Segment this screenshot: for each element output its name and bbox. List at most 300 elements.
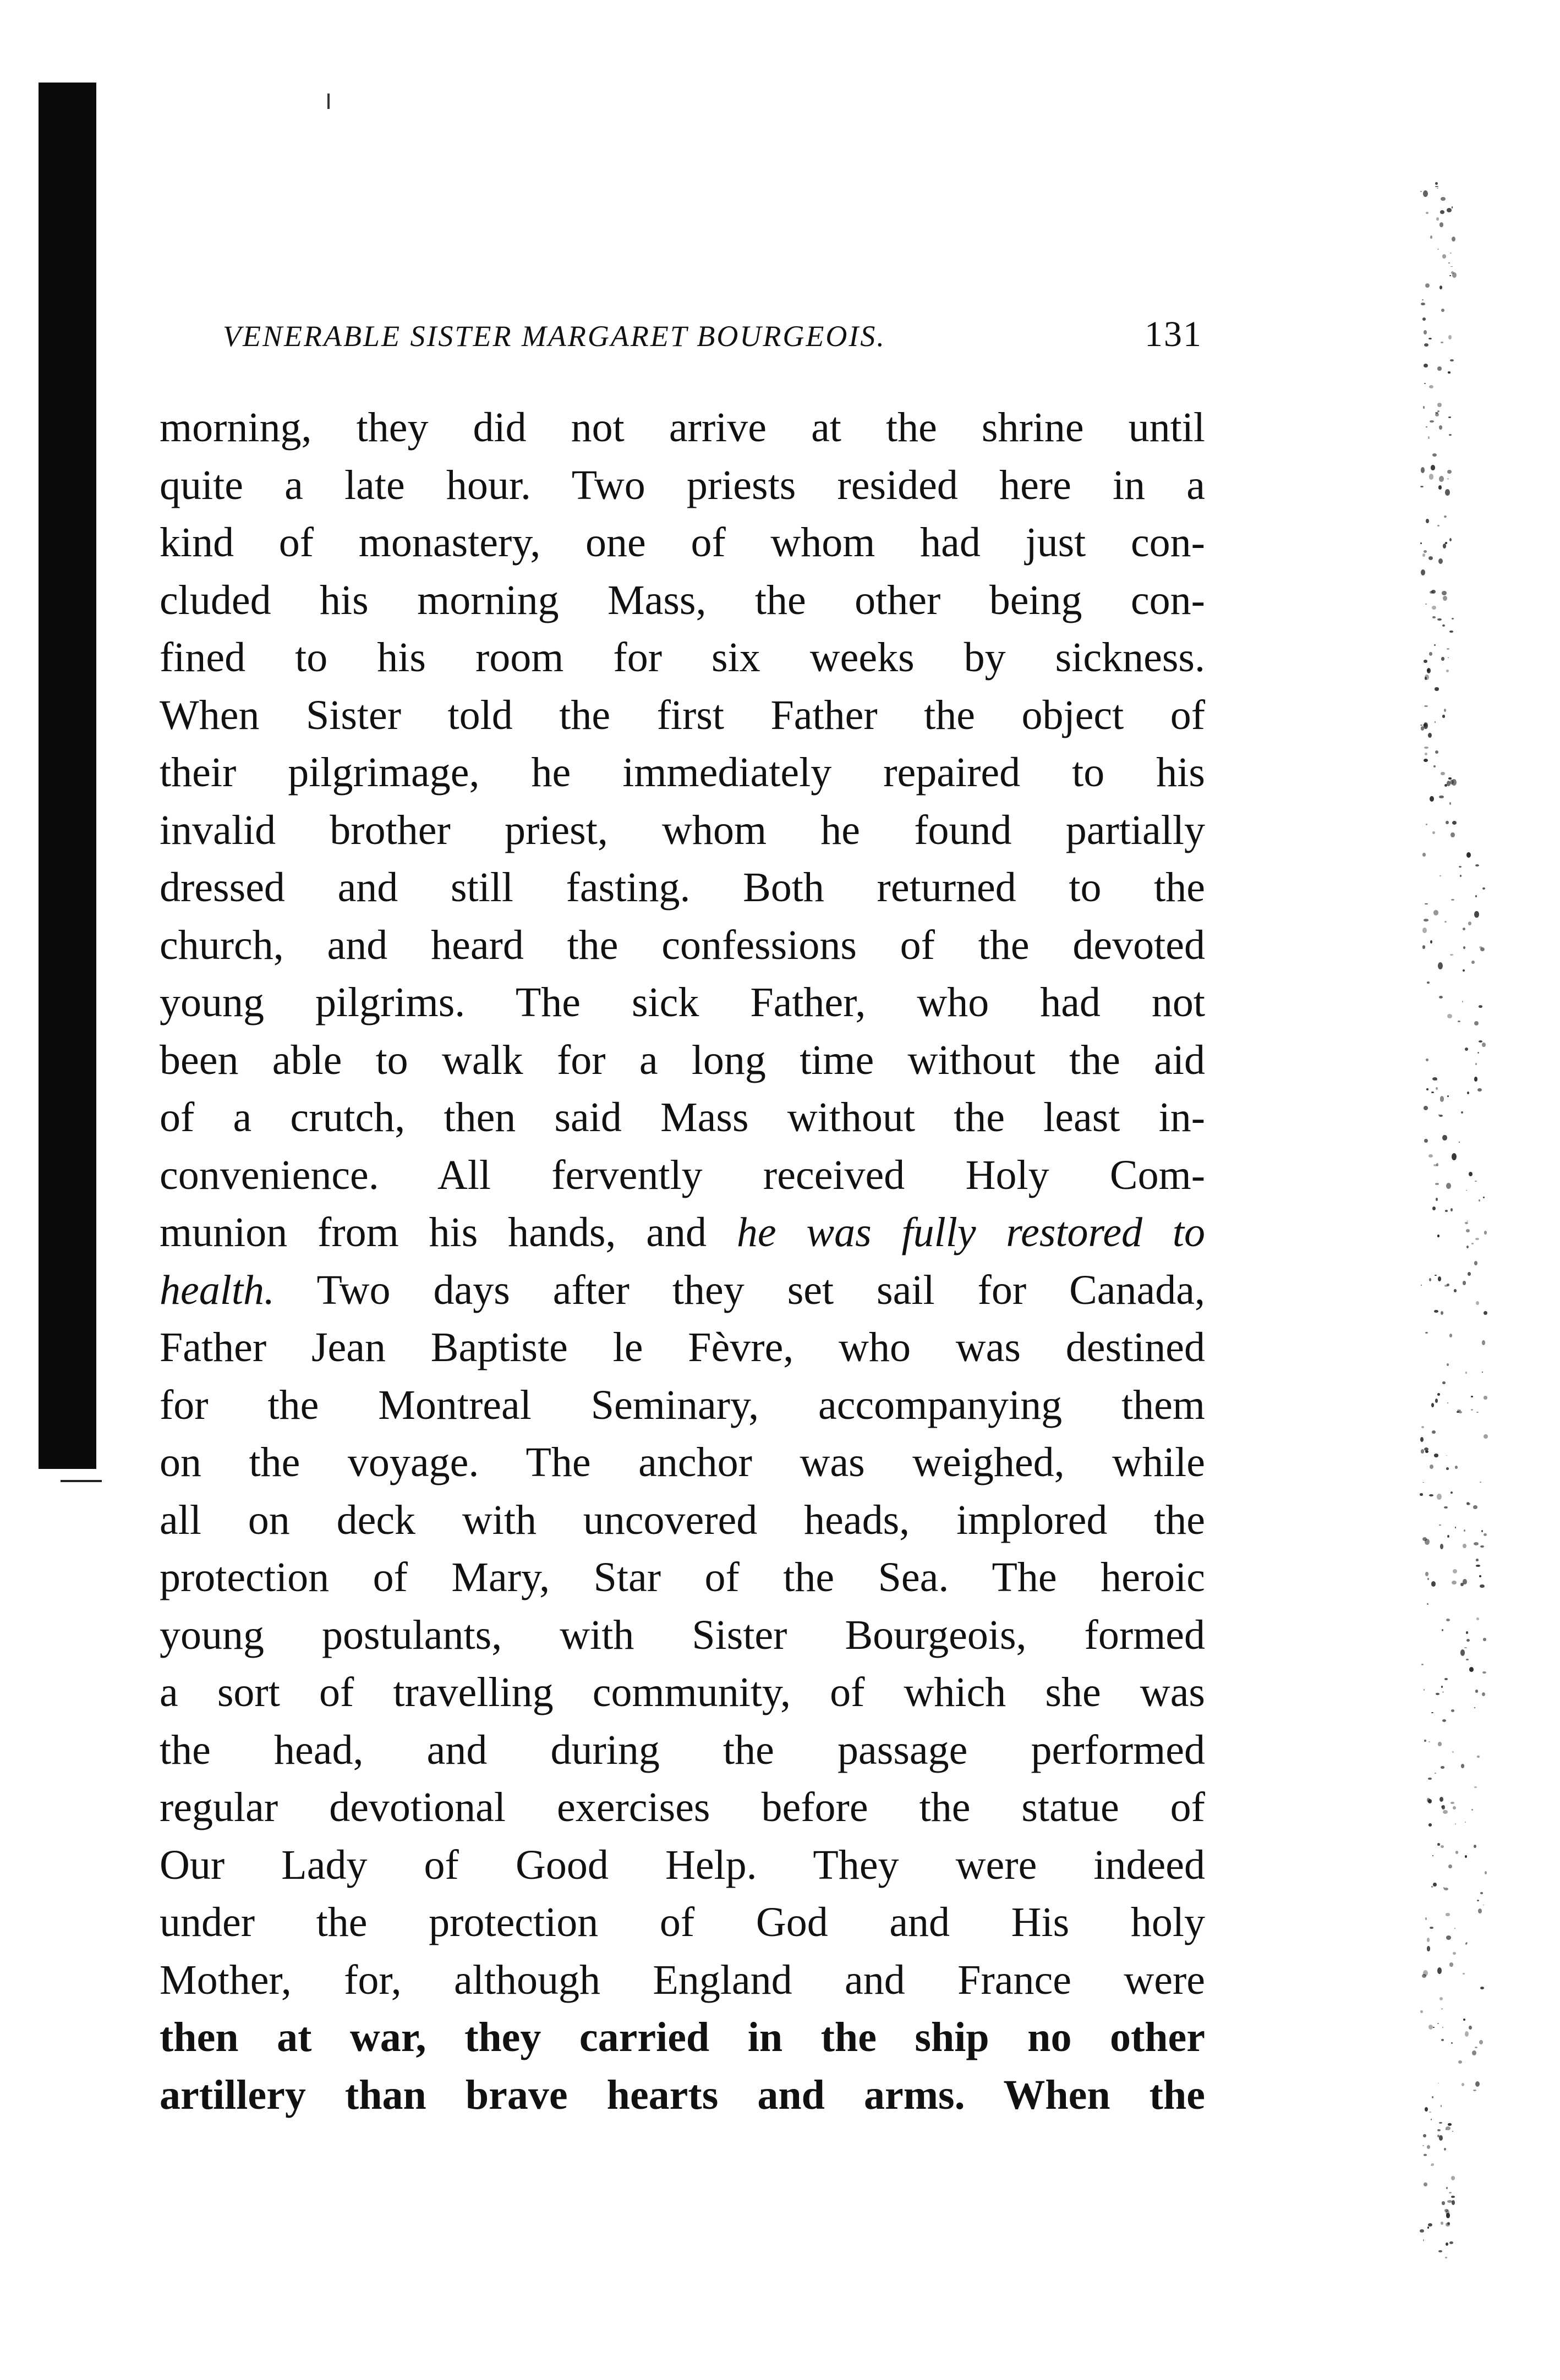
noise-speck — [1446, 1619, 1450, 1621]
noise-speck — [1439, 875, 1441, 877]
noise-speck — [1429, 1278, 1431, 1281]
text-line: dressed and still fasting. Both returned to the — [160, 864, 1205, 911]
noise-speck — [1453, 1806, 1456, 1810]
noise-speck — [1442, 1719, 1447, 1722]
text-line: convenience. All fervently received Holy Com- — [160, 1151, 1205, 1198]
noise-speck — [1427, 1603, 1428, 1605]
noise-speck — [1477, 1052, 1479, 1054]
noise-speck — [1432, 616, 1435, 618]
noise-speck — [1439, 1524, 1441, 1526]
noise-speck — [1440, 210, 1444, 214]
noise-speck — [1447, 2222, 1450, 2225]
noise-speck — [1430, 420, 1433, 423]
noise-speck — [1459, 1411, 1462, 1413]
noise-speck — [1425, 1332, 1428, 1334]
noise-speck — [1427, 1578, 1429, 1581]
noise-speck — [1477, 1088, 1482, 1092]
noise-speck — [1441, 342, 1443, 344]
noise-speck — [1446, 2187, 1448, 2189]
noise-speck — [1442, 591, 1447, 595]
noise-speck — [1448, 262, 1449, 264]
noise-speck — [1427, 2227, 1430, 2229]
top-mark — [327, 94, 330, 109]
noise-speck — [1479, 1005, 1482, 1007]
noise-speck — [1424, 343, 1428, 347]
noise-speck — [1465, 1855, 1467, 1858]
noise-speck — [1441, 2222, 1443, 2224]
noise-speck — [1451, 899, 1454, 901]
noise-speck — [1444, 921, 1447, 923]
noise-speck — [1460, 875, 1462, 876]
page-number: 131 — [1145, 314, 1202, 354]
noise-speck — [1484, 1434, 1488, 1439]
noise-speck — [1426, 1088, 1428, 1090]
noise-speck — [1454, 1928, 1455, 1929]
noise-speck — [1448, 416, 1450, 418]
noise-speck — [1473, 1505, 1477, 1510]
noise-speck — [1431, 2119, 1432, 2120]
noise-speck — [1428, 436, 1430, 439]
noise-speck — [1451, 2176, 1455, 2180]
noise-speck — [1448, 777, 1451, 779]
noise-speck — [1420, 725, 1422, 726]
noise-speck — [1450, 780, 1454, 785]
noise-speck — [1449, 1962, 1453, 1966]
noise-speck — [1455, 1823, 1456, 1825]
noise-speck — [1434, 1310, 1438, 1313]
noise-speck — [1474, 1021, 1479, 1026]
noise-speck — [1465, 1943, 1467, 1945]
noise-speck — [1437, 403, 1442, 407]
noise-speck — [1438, 962, 1443, 969]
noise-speck — [1484, 1231, 1487, 1235]
noise-speck — [1446, 1455, 1447, 1456]
noise-speck — [1474, 1707, 1475, 1708]
noise-speck — [1453, 1569, 1457, 1573]
text-line: all on deck with uncovered heads, implored the — [160, 1496, 1205, 1543]
noise-speck — [1422, 553, 1425, 557]
noise-speck — [1476, 1301, 1479, 1306]
noise-speck — [1450, 266, 1452, 267]
text-line: When Sister told the first Father the object of — [160, 692, 1205, 738]
noise-speck — [1482, 1043, 1486, 1048]
noise-speck — [1431, 1403, 1434, 1407]
noise-speck — [1422, 317, 1426, 321]
noise-speck — [1436, 217, 1438, 221]
noise-speck — [1473, 2090, 1476, 2091]
noise-speck — [1463, 928, 1465, 930]
noise-speck — [1441, 1766, 1444, 1768]
noise-speck — [1439, 1997, 1442, 2000]
noise-speck — [1444, 709, 1446, 711]
noise-speck — [1422, 299, 1424, 300]
noise-speck — [1444, 784, 1447, 787]
noise-speck — [1431, 465, 1436, 470]
noise-speck — [1439, 2122, 1442, 2124]
noise-speck — [1448, 1864, 1452, 1868]
noise-speck — [1439, 2135, 1443, 2141]
noise-speck — [1483, 1638, 1486, 1641]
noise-speck — [1447, 1095, 1449, 1097]
noise-speck — [1436, 1087, 1438, 1090]
noise-speck — [1449, 630, 1453, 633]
noise-speck — [1449, 2241, 1454, 2244]
noise-speck — [1482, 1372, 1483, 1373]
noise-speck — [1451, 2196, 1454, 2198]
noise-speck — [1472, 2050, 1476, 2055]
noise-speck — [1446, 1935, 1451, 1940]
noise-speck — [1478, 1909, 1482, 1913]
noise-speck — [1433, 910, 1438, 915]
noise-speck — [1480, 1892, 1483, 1894]
text-line: young postulants, with Sister Bourgeois, formed — [160, 1611, 1205, 1658]
noise-speck — [1437, 618, 1442, 621]
noise-speck — [1432, 1855, 1433, 1856]
noise-speck — [1432, 606, 1436, 610]
noise-speck — [1437, 2129, 1441, 2131]
noise-speck — [1458, 1021, 1460, 1022]
noise-speck — [1451, 1709, 1454, 1712]
noise-speck — [1427, 1946, 1430, 1951]
noise-speck — [1442, 2201, 1444, 2204]
noise-speck — [1446, 1183, 1451, 1189]
noise-speck — [1479, 2040, 1483, 2044]
noise-speck — [1432, 831, 1435, 834]
text-line: morning, they did not arrive at the shrine until — [160, 404, 1205, 451]
noise-speck — [1452, 237, 1455, 242]
text-line: cluded his morning Mass, the other being con- — [160, 577, 1205, 623]
noise-speck — [1442, 1629, 1443, 1631]
noise-speck — [1421, 1449, 1424, 1453]
noise-speck — [1447, 470, 1451, 474]
noise-speck — [1481, 1530, 1483, 1532]
noise-speck — [1480, 1987, 1484, 1989]
noise-speck — [1444, 2148, 1447, 2151]
noise-speck — [1471, 1396, 1473, 1398]
noise-speck — [1463, 1544, 1466, 1548]
noise-speck — [1447, 1402, 1448, 1403]
noise-speck — [1480, 1482, 1481, 1483]
noise-speck — [1422, 928, 1426, 933]
noise-speck — [1449, 538, 1452, 541]
noise-speck — [1449, 434, 1452, 436]
noise-speck — [1447, 1014, 1452, 1018]
noise-speck — [1459, 1142, 1460, 1143]
noise-speck — [1447, 2200, 1452, 2203]
noise-speck — [1423, 406, 1425, 409]
noise-speck — [1476, 1617, 1479, 1620]
noise-speck — [1484, 1311, 1487, 1315]
noise-speck — [1438, 1742, 1442, 1746]
noise-speck — [1452, 2131, 1453, 2132]
noise-speck — [1455, 1851, 1459, 1854]
noise-speck — [1425, 604, 1426, 605]
noise-speck — [1471, 1243, 1474, 1244]
noise-speck — [1447, 479, 1449, 480]
noise-speck — [1462, 2083, 1464, 2086]
noise-speck — [1422, 853, 1426, 856]
noise-speck — [1437, 1235, 1440, 1237]
noise-speck — [1432, 1207, 1436, 1210]
noise-speck — [1424, 1740, 1426, 1742]
noise-speck — [1462, 1001, 1463, 1002]
noise-speck — [1442, 254, 1447, 259]
noise-speck — [1426, 824, 1427, 825]
noise-speck — [1423, 1970, 1428, 1976]
noise-speck — [1446, 2129, 1447, 2130]
noise-speck — [1483, 1197, 1485, 1198]
noise-speck — [1480, 1545, 1484, 1548]
noise-speck — [1465, 1822, 1466, 1823]
noise-speck — [1467, 1092, 1469, 1094]
noise-speck — [1420, 486, 1424, 487]
noise-speck — [1447, 1363, 1449, 1366]
noise-speck — [1433, 1883, 1437, 1887]
noise-speck — [1426, 519, 1429, 523]
noise-speck — [1450, 954, 1453, 956]
noise-speck — [1422, 1482, 1424, 1483]
noise-speck — [1435, 1275, 1437, 1276]
noise-speck — [1437, 1393, 1441, 1396]
noise-speck — [1466, 1639, 1470, 1642]
noise-speck — [1444, 1678, 1447, 1680]
noise-speck — [1431, 1712, 1433, 1714]
noise-speck — [1449, 275, 1451, 277]
noise-speck — [1427, 669, 1430, 672]
noise-speck — [1420, 1493, 1423, 1495]
page-edge-noise — [1398, 182, 1497, 2261]
noise-speck — [1439, 476, 1444, 482]
text-line: health. Two days after they set sail for Canada, — [160, 1266, 1205, 1313]
noise-speck — [1436, 1693, 1439, 1695]
noise-speck — [1431, 1581, 1436, 1587]
noise-speck — [1448, 335, 1452, 339]
page-header — [223, 308, 1202, 391]
noise-speck — [1422, 2145, 1424, 2146]
noise-speck — [1482, 1671, 1486, 1674]
noise-speck — [1450, 1208, 1453, 1211]
noise-speck — [1475, 2081, 1480, 2087]
noise-speck — [1432, 1430, 1435, 1434]
noise-speck — [1463, 1973, 1465, 1975]
noise-speck — [1435, 1183, 1439, 1185]
noise-speck — [1434, 1454, 1438, 1457]
noise-speck — [1429, 652, 1432, 656]
noise-speck — [1437, 188, 1438, 189]
noise-speck — [1445, 2257, 1447, 2258]
noise-speck — [1465, 1048, 1468, 1051]
noise-speck — [1422, 945, 1425, 949]
noise-speck — [1442, 2027, 1443, 2028]
noise-speck — [1479, 1575, 1481, 1577]
noise-speck — [1452, 1153, 1457, 1160]
noise-speck — [1428, 1154, 1433, 1158]
noise-speck — [1449, 2192, 1452, 2193]
noise-speck — [1476, 1565, 1480, 1567]
noise-speck — [1453, 1952, 1457, 1955]
text-line: a sort of travelling community, of which she was — [160, 1669, 1205, 1715]
binding-shadow — [39, 83, 96, 1469]
noise-speck — [1448, 371, 1450, 374]
noise-speck — [1475, 1063, 1477, 1065]
noise-speck — [1475, 1181, 1476, 1182]
noise-speck — [1435, 1399, 1438, 1403]
noise-speck — [1474, 1077, 1477, 1081]
noise-speck — [1442, 624, 1445, 627]
noise-speck — [1443, 544, 1447, 549]
noise-speck — [1430, 591, 1433, 594]
noise-speck — [1435, 186, 1438, 188]
noise-speck — [1424, 759, 1428, 762]
noise-speck — [1451, 271, 1454, 274]
noise-speck — [1445, 1210, 1448, 1213]
noise-speck — [1426, 1059, 1429, 1061]
noise-speck — [1471, 961, 1475, 964]
noise-speck — [1428, 556, 1433, 561]
noise-speck — [1420, 2010, 1422, 2013]
noise-speck — [1426, 212, 1428, 215]
noise-speck — [1475, 895, 1477, 897]
noise-speck — [1424, 550, 1427, 553]
noise-speck — [1475, 1238, 1479, 1241]
noise-speck — [1435, 721, 1436, 723]
noise-speck — [1437, 525, 1439, 527]
noise-speck — [1444, 516, 1447, 518]
noise-speck — [1424, 364, 1428, 368]
noise-speck — [1435, 687, 1439, 690]
noise-speck — [1463, 1281, 1466, 1285]
noise-speck — [1463, 946, 1465, 949]
noise-speck — [1484, 1396, 1488, 1400]
noise-speck — [1460, 1649, 1465, 1655]
noise-speck — [1427, 1938, 1430, 1942]
body-text — [160, 399, 1205, 2124]
noise-speck — [1474, 1845, 1476, 1848]
noise-speck — [1420, 542, 1421, 544]
noise-speck — [1442, 715, 1446, 718]
noise-speck — [1442, 1805, 1445, 1809]
noise-speck — [1437, 1967, 1442, 1974]
noise-speck — [1441, 1686, 1443, 1687]
noise-speck — [1433, 765, 1436, 768]
noise-speck — [1441, 1845, 1443, 1848]
noise-speck — [1464, 1647, 1467, 1649]
noise-speck — [1424, 747, 1428, 749]
noise-speck — [1447, 208, 1452, 212]
noise-speck — [1424, 1689, 1425, 1691]
noise-speck — [1484, 1533, 1487, 1536]
noise-speck — [1469, 1667, 1474, 1671]
noise-speck — [1465, 1372, 1467, 1374]
italic-phrase: he was fully restored to — [736, 1209, 1205, 1255]
noise-speck — [1434, 644, 1436, 646]
noise-speck — [1465, 1222, 1468, 1224]
noise-speck — [1446, 821, 1449, 825]
noise-speck — [1428, 2025, 1433, 2030]
noise-speck — [1427, 2145, 1430, 2148]
text-line: then at war, they carried in the ship no other — [160, 2014, 1205, 2060]
noise-speck — [1424, 919, 1428, 922]
noise-speck — [1450, 832, 1455, 837]
noise-speck — [1471, 1809, 1473, 1810]
noise-speck — [1430, 235, 1432, 239]
noise-speck — [1423, 190, 1428, 197]
text-line: on the voyage. The anchor was weighed, while — [160, 1439, 1205, 1485]
noise-speck — [1437, 1843, 1439, 1846]
noise-speck — [1432, 2096, 1434, 2098]
noise-speck — [1428, 733, 1432, 738]
text-line: regular devotional exercises before the statue of — [160, 1784, 1205, 1830]
noise-speck — [1476, 1412, 1479, 1413]
noise-speck — [1445, 489, 1450, 496]
text-line: Mother, for, although England and France were — [160, 1956, 1205, 2003]
noise-speck — [1443, 596, 1447, 601]
noise-speck — [1452, 206, 1453, 208]
text-line: their pilgrimage, he immediately repaired to his — [160, 749, 1205, 796]
noise-speck — [1466, 1246, 1469, 1248]
noise-speck — [1441, 2105, 1442, 2107]
noise-speck — [1441, 1311, 1443, 1315]
noise-speck — [1435, 182, 1438, 185]
noise-speck — [1455, 1527, 1456, 1528]
noise-speck — [1438, 485, 1442, 490]
noise-speck — [1450, 1491, 1453, 1494]
noise-speck — [1469, 2026, 1472, 2030]
noise-speck — [1427, 981, 1430, 984]
noise-speck — [1463, 2019, 1465, 2021]
noise-speck — [1436, 1198, 1438, 1201]
noise-speck — [1465, 2031, 1469, 2037]
noise-speck — [1466, 1631, 1468, 1634]
noise-speck — [1439, 1797, 1444, 1802]
noise-speck — [1425, 283, 1430, 288]
noise-speck — [1480, 1584, 1484, 1588]
noise-speck — [1429, 2112, 1431, 2113]
text-line: for the Montreal Seminary, accompanying them — [160, 1381, 1205, 1428]
noise-speck — [1439, 286, 1442, 289]
text-line: been able to walk for a long time without the aid — [160, 1037, 1205, 1083]
noise-speck — [1459, 866, 1462, 868]
noise-speck — [1439, 222, 1444, 227]
noise-speck — [1428, 1823, 1432, 1826]
noise-speck — [1448, 657, 1449, 658]
noise-speck — [1463, 969, 1464, 972]
noise-speck — [1440, 1096, 1444, 1102]
noise-speck — [1444, 1506, 1447, 1509]
text-line: church, and heard the confessions of the devoted — [160, 922, 1205, 968]
noise-speck — [1452, 1581, 1457, 1585]
noise-speck — [1443, 1810, 1448, 1814]
noise-speck — [1431, 1092, 1434, 1093]
noise-speck — [1455, 1466, 1457, 1469]
noise-speck — [1426, 426, 1427, 427]
noise-speck — [1444, 1285, 1448, 1286]
noise-speck — [1421, 467, 1425, 473]
noise-speck — [1425, 677, 1427, 680]
noise-speck — [1421, 1664, 1424, 1666]
noise-speck — [1485, 1871, 1487, 1874]
noise-speck — [1437, 2023, 1438, 2024]
noise-speck — [1421, 1285, 1422, 1286]
noise-speck — [1479, 1199, 1481, 1202]
noise-speck — [1424, 705, 1428, 707]
noise-speck — [1477, 1756, 1480, 1758]
noise-speck — [1423, 2134, 1426, 2138]
noise-speck — [1429, 474, 1434, 479]
noise-speck — [1429, 1494, 1433, 1496]
noise-speck — [1450, 1802, 1454, 1804]
text-line: artillery than brave hearts and arms. When the — [160, 2071, 1205, 2118]
